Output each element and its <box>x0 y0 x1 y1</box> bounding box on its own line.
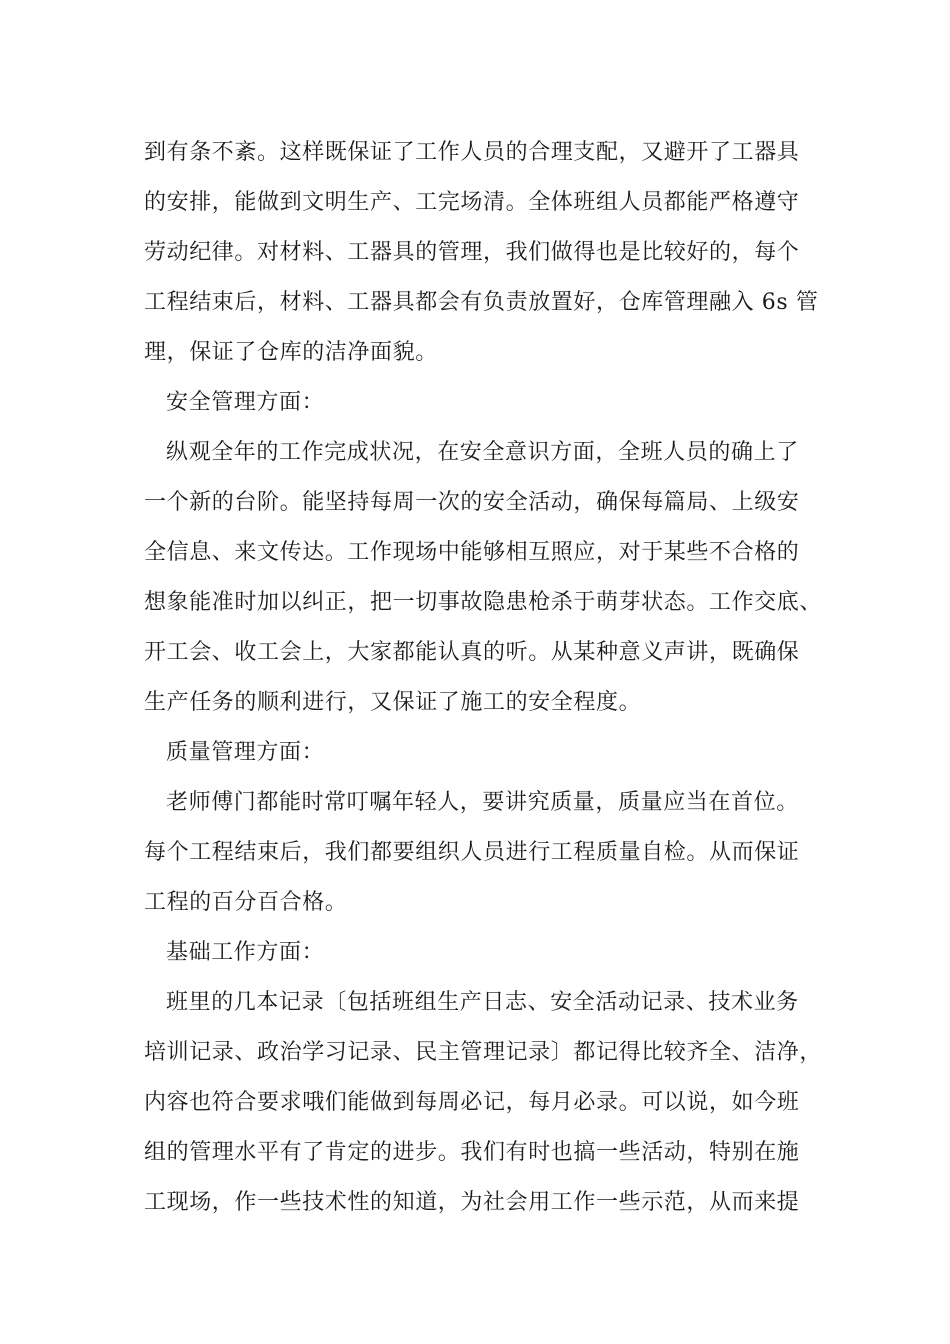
section-heading-quality: 质量管理方面： <box>166 740 325 765</box>
text-line: 工程结束后，材料、工器具都会有负责放置好，仓库管理融入 6s 管 <box>144 290 819 315</box>
text-line: 一个新的台阶。能坚持每周一次的安全活动，确保每篇局、上级安 <box>144 490 800 515</box>
paragraph-first-line: 老师傅门都能时常叮嘱年轻人，要讲究质量，质量应当在首位。 <box>166 790 799 815</box>
text-line: 工现场，作一些技术性的知道，为社会用工作一些示范，从而来提 <box>144 1190 800 1215</box>
section-heading-safety: 安全管理方面： <box>166 390 325 415</box>
section-heading-basic-work: 基础工作方面： <box>166 940 325 965</box>
text-line: 生产任务的顺利进行，又保证了施工的安全程度。 <box>144 690 642 715</box>
text-line: 内容也符合要求哦们能做到每周必记，每月必录。可以说，如今班 <box>144 1090 800 1115</box>
body-text <box>144 128 823 1228</box>
text-line: 劳动纪律。对材料、工器具的管理，我们做得也是比较好的，每个 <box>144 240 800 265</box>
text-line: 到有条不紊。这样既保证了工作人员的合理支配，又避开了工器具 <box>144 140 800 165</box>
text-line: 培训记录、政治学习记录、民主管理记录〕都记得比较齐全、洁净， <box>144 1040 823 1065</box>
text-line: 的安排，能做到文明生产、工完场清。全体班组人员都能严格遵守 <box>144 190 800 215</box>
text-line: 理，保证了仓库的洁净面貌。 <box>144 340 438 365</box>
text-line: 工程的百分百合格。 <box>144 890 348 915</box>
text-line: 开工会、收工会上，大家都能认真的听。从某种意义声讲，既确保 <box>144 640 800 665</box>
text-line: 全信息、来文传达。工作现场中能够相互照应，对于某些不合格的 <box>144 540 800 565</box>
paragraph-first-line: 班里的几本记录〔包括班组生产日志、安全活动记录、技术业务 <box>166 990 799 1015</box>
text-line: 每个工程结束后，我们都要组织人员进行工程质量自检。从而保证 <box>144 840 800 865</box>
text-line: 组的管理水平有了肯定的进步。我们有时也搞一些活动，特别在施 <box>144 1140 800 1165</box>
paragraph-first-line: 纵观全年的工作完成状况，在安全意识方面，全班人员的确上了 <box>166 440 799 465</box>
text-line: 想象能准时加以纠正，把一切事故隐患枪杀于萌芽状态。工作交底、 <box>144 590 823 615</box>
